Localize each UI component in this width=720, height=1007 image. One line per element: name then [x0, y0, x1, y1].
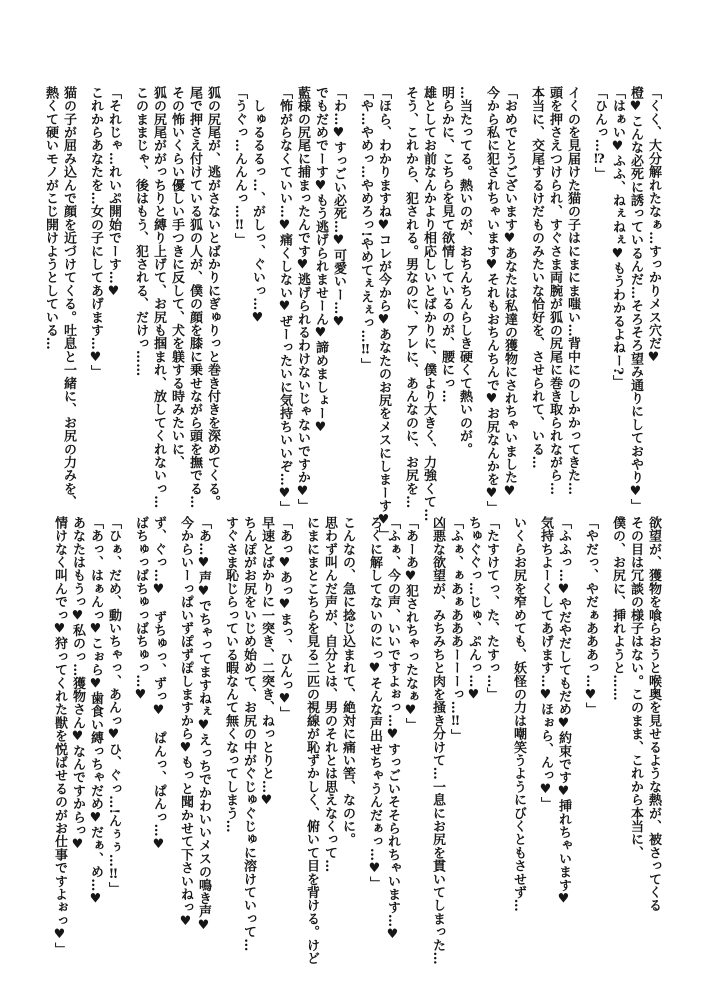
paragraph-group — [50, 516, 122, 968]
text-line: このままじゃ、後はもう、犯される、だけっ…… — [133, 86, 148, 377]
paragraph-group — [41, 86, 77, 509]
text-line: 「ふぁ、ぁあぁあああーーーっ…‼」 — [448, 516, 463, 743]
text-line: 思わず叫んだ声が、自分とは、男のそれとは思えなくって… — [322, 516, 337, 873]
text-line: ちゅぐぐっ…じゅ、ぷんっ…♥ — [466, 516, 481, 703]
paragraph-group — [221, 516, 293, 968]
paragraph-group — [590, 86, 662, 513]
paragraph-group — [527, 86, 581, 496]
top-text-block — [32, 86, 662, 541]
text-line: 狐の尻尾ががっちりと縛り上げて、お尻も掴まれ、放してくれないっ… — [151, 86, 166, 509]
text-line: 「あ…♥声♥でちゃってますねぇ♥えっちでかわいいメスの鳴き声♥ — [196, 516, 211, 934]
text-line: すぐさま恥じらっている暇なんて無くなってしまう… — [223, 516, 238, 833]
text-line: いくらお尻を窄めても、妖怪の力は嘲笑うようにびくともさせず… — [511, 516, 526, 912]
text-line: 頭を押さえつけられ、すぐさま両腕が狐の尻尾に巻き取られながら… — [547, 86, 562, 496]
text-line: ばちゅっばちゅっばちゅっ…♥ — [133, 516, 148, 703]
text-line: 雄としてお前なんかより相応しいとばかりに、僕より大きく、力強くて… — [421, 86, 436, 522]
text-line: …当たってる。熱いのが、おちんちんらしき硬くて熱いのが。 — [457, 86, 472, 456]
text-line: 「わ…♥すっごい必死…♥可愛いー…♥ — [331, 86, 346, 330]
text-line: 「ひぁ、だめ、動いちゃっ、あんっ♥ひ、ぐっ…!んぅぅ…‼」 — [106, 516, 121, 896]
paragraph-group — [131, 516, 167, 968]
text-line: 尾で押さえ付けている狐の人が、僕の顔を膝に乗せながら頭を撫でる… — [187, 86, 202, 509]
paragraph-group — [230, 86, 266, 492]
text-line: これからあなたを…女の子にしてあげます…♥」 — [88, 86, 103, 379]
text-line: その目は冗談の様子はない。このまま、これから本当に、 — [628, 516, 643, 860]
text-line: 凶悪な欲望が、みちみちと肉を掻き分けて…一息にお尻を貫いてしまった… — [430, 516, 445, 965]
text-line: 本当に、交尾するけだものみたいな恰好を、させられて、いる… — [529, 86, 544, 469]
text-line: 「くく、大分解れたなぁ…すっかりメス穴だ♥ — [646, 86, 661, 366]
text-line: 「ふぁ、今の声、いいですよぉっ…♥すっごいそそられちゃいます…♥ — [385, 516, 400, 943]
paragraph-group — [302, 516, 356, 968]
text-line: こんなの、急に捻じ込まれて、絶対に痛い筈、なのに。 — [340, 516, 355, 846]
text-line: 「あっ♥あっ♥まっ、ひんっ♥」 — [277, 516, 292, 720]
text-line: 情けなく叫んでっ♥狩ってくれた獣を悦ばせるのがお仕事ですよぉっ♥」 — [52, 516, 67, 956]
paragraph-group — [356, 86, 392, 541]
paragraph-group — [482, 86, 518, 515]
text-line: 「怖がらなくていい…♥痛くしない♥ぜーったいに気持ちいいぞ…♥」 — [277, 86, 292, 515]
paragraph-group — [401, 86, 473, 522]
paragraph-group — [365, 516, 419, 968]
paragraph-group — [581, 516, 599, 968]
text-line: 「はぁい♥ふふ、ねぇねぇ♥もうわかるよねー?」 — [610, 86, 625, 389]
text-line: 橙♥こんな必死に誘っているんだ…そろそろ望み通りにしておやり♥」 — [628, 86, 643, 513]
text-line: 「や…やめっ…やめろっ!やめてぇえぇっ…‼」 — [358, 86, 373, 372]
text-line: 「あーあ♥犯されちゃったなぁ♥」 — [403, 516, 418, 732]
text-line: 僕の、お尻に、挿れようと…… — [610, 516, 625, 701]
text-line: その怖いくらい優しい手つきに反して、犬を躾する時みたいに、 — [169, 86, 184, 469]
text-line: 「ほら、わかりますね♥コレが今から♥あなたのお尻をメスにしまーす♥」 — [376, 86, 391, 541]
text-line: 「ひんっ…⁉」 — [592, 86, 607, 181]
text-line: 気持ちよーくしてあげます…♥ほぉら、んっ♥」 — [538, 516, 553, 811]
text-line: 「それじゃ…れいぷ開始でーす…♥ — [106, 86, 121, 300]
text-line: でもだめでーす♥もう逃げられませーん♥諦めましょー♥ — [313, 86, 328, 436]
text-line: ろくに解してないのにっ♥そんな声出せちゃうんだぁっ…♥」 — [367, 516, 382, 890]
text-line: 今から私に犯されちゃいます♥それもおちんちんで♥お尻なんかを♥」 — [484, 86, 499, 515]
paragraph-group — [608, 516, 662, 968]
text-line: そう、これから、犯される。男なのに、アレに、あんなのに、お尻を… — [403, 86, 418, 509]
text-line: にまにまとこちらを見る二匹の視線が恥ずかしく、俯いて目を背ける。けど — [304, 516, 319, 965]
text-line: 「うぐっ…んんんっ…‼」 — [232, 86, 247, 247]
text-line: 熱くて硬いモノがこじ開けようとしている… — [43, 86, 58, 350]
text-line: ちんぽがお尻をいじめ始めて、お尻の中がぐじゅぐじゅに溶けていって… — [241, 516, 256, 952]
text-line: 「やだっ、やだぁあああっ…♥」 — [583, 516, 598, 716]
paragraph-group — [509, 516, 527, 968]
paragraph-group — [86, 86, 122, 492]
text-line: 「ふふっ…♥やだやだしてもだめ♥約束です♥挿れちゃいます♥ — [556, 516, 571, 907]
text-line: イくのを見届けた猫の子はにまにま嗤い…背中にのしかかってきた… — [565, 86, 580, 496]
text-line: 早速とばかりに一突き、二突き、ねっとりと…♥ — [259, 516, 274, 809]
text-line: しゅるるるっ…、がしっ、ぐいっ…♥ — [250, 86, 265, 326]
text-line: あなたはもうっ♥私のっ…獲物さん♥なんですからっ♥ — [70, 516, 85, 852]
paragraph-group — [536, 516, 572, 968]
text-line: 今からいーっぱいずぽずぽしますから♥もっと聞かせて下さいねっ♥ — [178, 516, 193, 930]
paragraph-group — [428, 516, 500, 968]
text-line: 明らかに、こちらを見て欲情しているのが、腰にっ… — [439, 86, 454, 403]
text-line: 猫の子が屈み込んで顔を近づけてくる。吐息と一緒に、お尻の力みを、 — [61, 86, 76, 509]
text-line: 藍様の尻尾に捕まったんです♥逃げられるわけないじゃないですか♥」 — [295, 86, 310, 513]
bottom-text-block — [41, 516, 662, 968]
text-line: 「おめでとうございます♥あなたは私達の獲物にされちゃいました♥ — [502, 86, 517, 500]
paragraph-group — [131, 86, 221, 509]
paragraph-group — [275, 86, 347, 515]
text-line: 狐の尻尾が、逃がさないとばかりにぎゅりっと巻き付きを深めてくる。 — [205, 86, 220, 509]
text-line: 欲望が、獲物を喰らおうと喉奥を見せるような熱が、被さってくる — [646, 516, 661, 912]
text-line: ず、ぐっ…♥ ずちゅっ、ずっ♥ ぱんっ、ぱんっ…♥ — [151, 516, 166, 852]
text-line: 「たすけてっ、た、たすっ…」 — [484, 516, 499, 701]
paragraph-group — [176, 516, 212, 968]
text-line: 「あっ、はぁんっ♥こぉら♥歯食い縛っちゃだめ♥だぁ、め…♥ — [88, 516, 103, 907]
